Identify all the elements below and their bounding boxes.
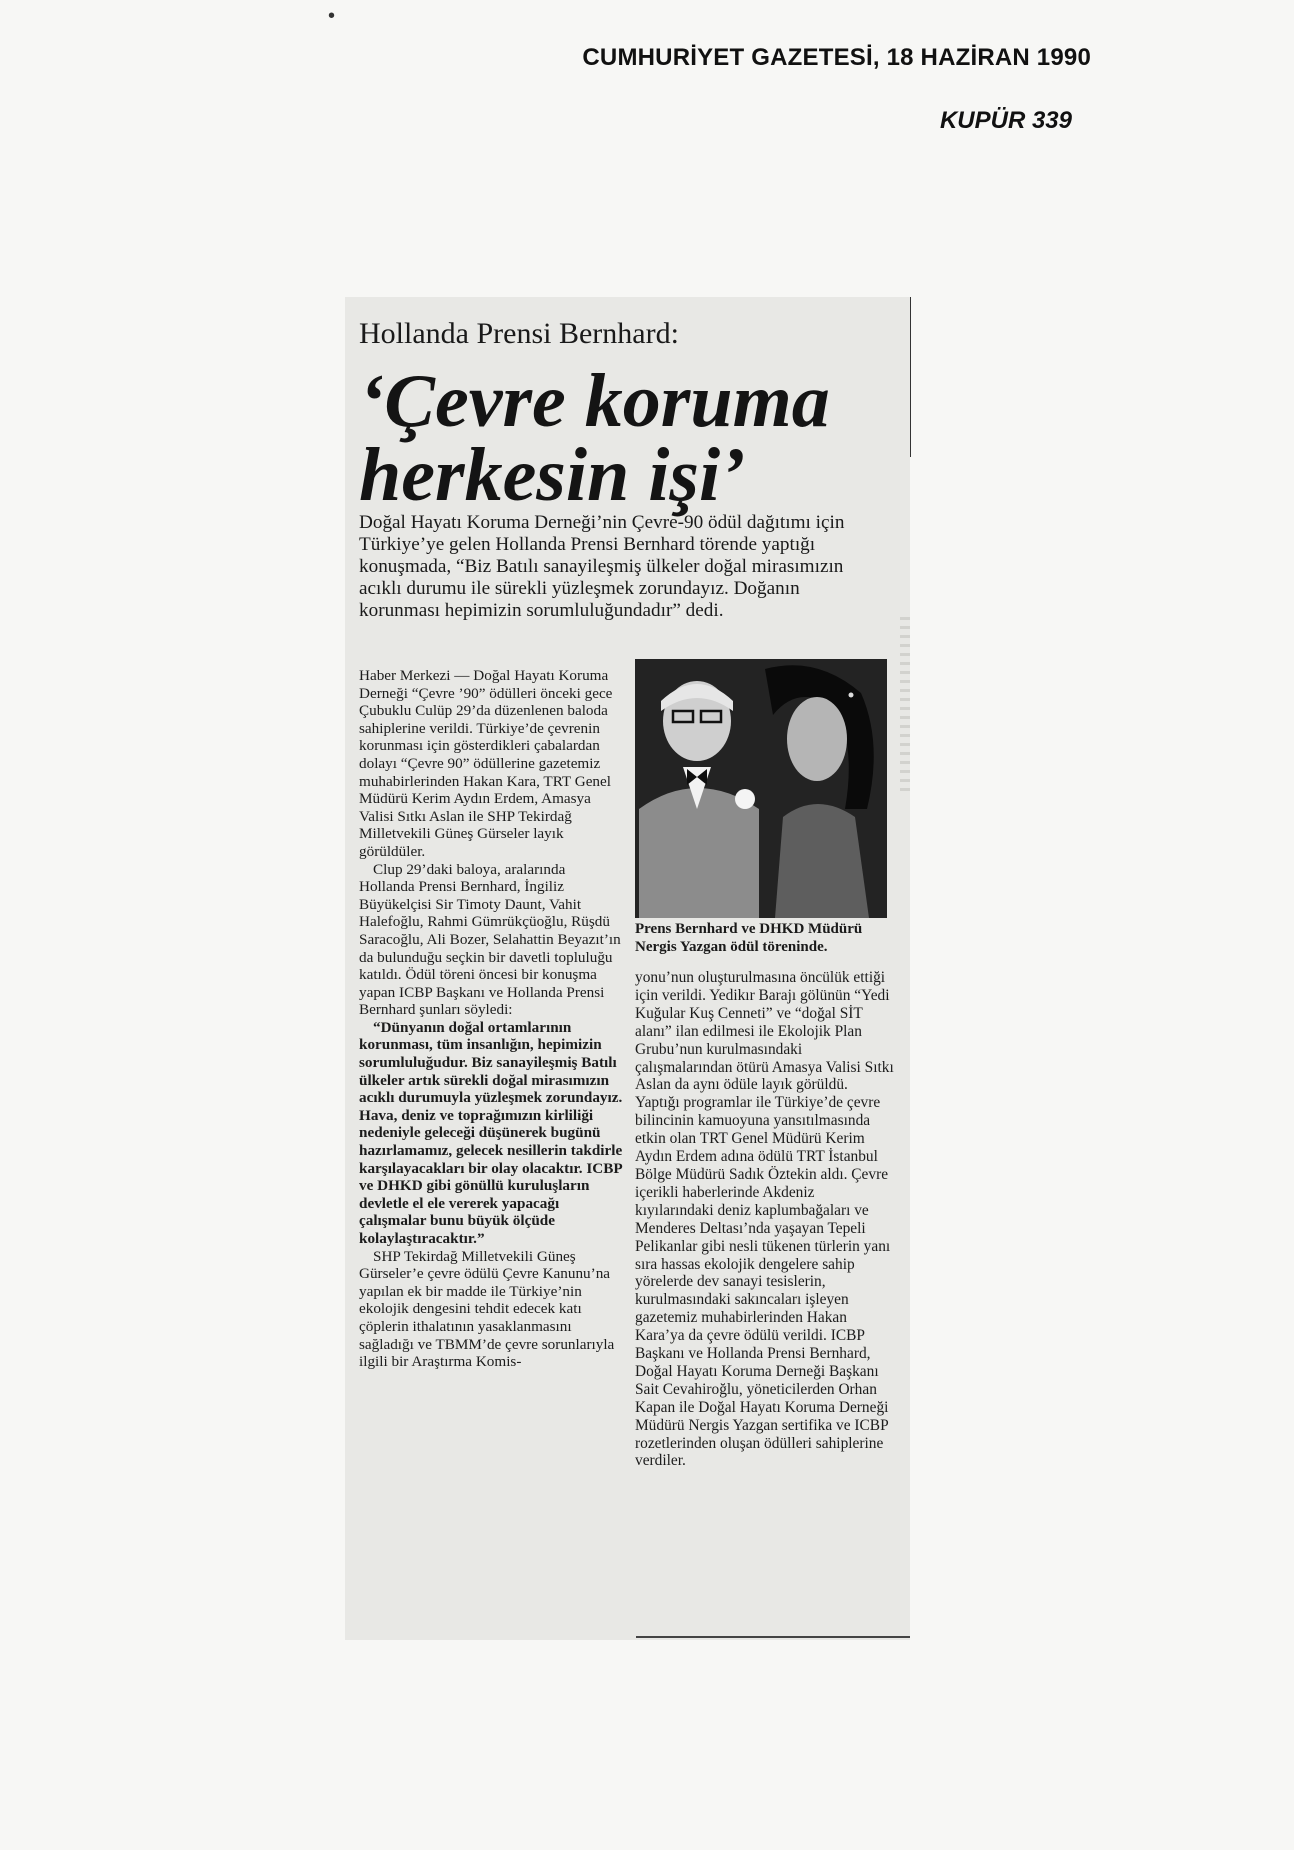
headline-line-1: ‘Çevre koruma bbox=[359, 359, 830, 443]
earring bbox=[849, 693, 854, 698]
clipping-reference: KUPÜR 339 bbox=[939, 107, 1072, 134]
right-column: yonu’nun oluşturulmasına öncülük ettiği için verildi. Yedikır Barajı gölünün “Yedi Kuğular Kuş Cenneti” ve “doğal SİT alanı” ilan edilmesi ile Ekolojik Plan Grubu’nun kurulmasındaki çalışmalarından ötürü Amasya Valisi Sıtkı Aslan da aynı ödüle layık görüldü. Yaptığı programlar ile Türkiye’de çevre bilincinin kamuoyuna yansıtılmasında etkin olan TRT Genel Müdürü Kerim Aydın Erdem adına ödülü TRT İstanbul Bölge Müdürü Sadık Öztekin aldı. Çevre içerikli haberlerinde Akdeniz kıyılarındaki deniz kaplumbağaları ve Menderes Deltası’nda yaşayan Tepeli Pelikanlar gibi nesli tükenen türlerin yanı sıra hassas ekolojik dengelere sahip yörelerde dev sanayi tesislerin, kurulmasındaki sakıncaları işleyen gazetemiz muhabirlerinden Hakan Kara’ya da çevre ödülü verildi. ICBP Başkanı ve Hollanda Prensi Bernhard, Doğal Hayatı Koruma Derneği Başkanı Sait Cevahiroğlu, yöneticilerden Orhan Kapan ile Doğal Hayatı Koruma Derneği Müdürü Nergis Yazgan sertifika ve ICBP rozetlerinden oluşan ödülleri sahiplerine verdiler. bbox=[635, 969, 894, 1470]
carnation bbox=[735, 789, 755, 809]
clipping-bottom-rule bbox=[636, 1636, 910, 1638]
left-column bbox=[359, 667, 624, 1371]
corner-mark: • bbox=[328, 5, 336, 27]
bernhard-quote: “Dünyanın doğal ortamlarının korunması, tüm insanlığın, hepimizin sorumluluğudur. Biz sanayileşmiş Batılı ülkeler artık sürekli doğal mirasımızın acıklı durumuyla yüzleşmek zorundayız. Hava, deniz ve toprağımızın kirliliği nedeniyle geleceği düşünerek bugünü hazırlamamız, gelecek nesillerin takdirle karşılayacakları bir olay olacaktır. ICBP ve DHKD gibi gönüllü kuruluşların devletle el ele vererek yapacağı çalışmalar bunu büyük ölçüde kolaylaştıracaktır.” bbox=[359, 1018, 623, 1247]
source-date-header: CUMHURİYET GAZETESİ, 18 HAZİRAN 1990 bbox=[582, 44, 1091, 71]
headline-line-2: herkesin işi’ bbox=[359, 433, 746, 517]
article-lead: Doğal Hayatı Koruma Derneği’nin Çevre-90 ödül dağıtımı için Türkiye’ye gelen Hollanda Prensi Bernhard törende yaptığı konuşmada, “Biz Batılı sanayileşmiş ülkeler doğal mirasımızın acıklı durumu ile sürekli yüzleşmek zorundayız. Doğanın korunması hepimizin sorumluluğundadır” dedi. bbox=[359, 512, 845, 621]
article-kicker: Hollanda Prensi Bernhard: bbox=[359, 317, 679, 350]
left-paragraph-3: SHP Tekirdağ Milletvekili Güneş Gürseler’e çevre ödülü Çevre Kanunu’na yapılan ek bir madde ile Türkiye’nin ekolojik dengesini tehdit edecek katı çöplerin ithalatının yasaklanmasını sağladığı ve TBMM’de çevre sorunlarıyla ilgili bir Araştırma Komis- bbox=[359, 1247, 615, 1371]
article-photo bbox=[635, 659, 887, 918]
newspaper-clipping bbox=[345, 297, 910, 1640]
left-paragraph-2: Clup 29’daki baloya, aralarında Hollanda Prensi Bernhard, İngiliz Büyükelçisi Sir Timoty Daunt, Vahit Halefoğlu, Rahmi Gümrükçüoğlu, Rüşdü Saracoğlu, Ali Bozer, Selahattin Beyazıt’ın da bulunduğu seçkin bir davetli topluluğu katıldı. Ödül töreni öncesi bir konuşma yapan ICBP Başkanı ve Hollanda Prensi Bernhard şunları söyledi: bbox=[359, 860, 621, 1019]
woman-dress bbox=[775, 804, 869, 918]
photo-illustration bbox=[635, 659, 887, 918]
show-through-text bbox=[900, 617, 910, 797]
woman-face bbox=[787, 697, 847, 781]
photo-caption: Prens Bernhard ve DHKD Müdürü Nergis Yazgan ödül töreninde. bbox=[635, 921, 863, 955]
left-paragraph-1: Haber Merkezi — Doğal Hayatı Koruma Derneği “Çevre ’90” ödülleri önceki gece Çubuklu Culüp 29’da düzenlenen baloda sahiplerine verildi. Türkiye’de çevrenin korunması için gösterdikleri çabalardan dolayı “Çevre 90” ödüllerine gazetemiz muhabirlerinden Hakan Kara, TRT Genel Müdürü Kerim Aydın Erdem, Amasya Valisi Sıtkı Aslan ile SHP Tekirdağ Milletvekili Güneş Gürseler layık görüldüler. bbox=[359, 667, 613, 860]
